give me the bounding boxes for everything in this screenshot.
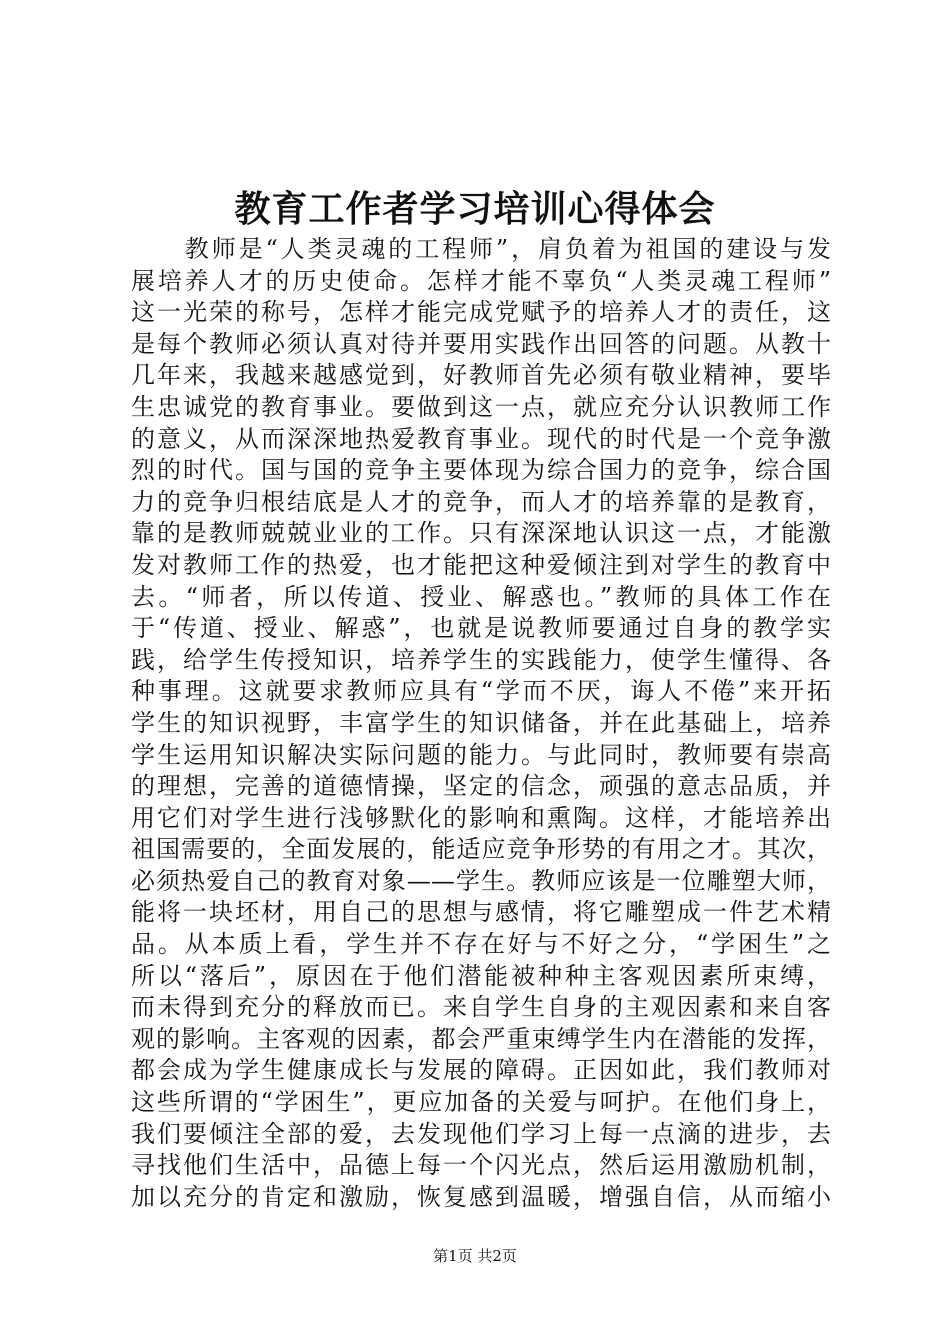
paragraph-line: 用它们对学生进行浅够默化的影响和熏陶。这样，才能培养出 (131, 803, 831, 832)
paragraph-line: 观的影响。主客观的因素，都会严重束缚学生内在潜能的发挥， (131, 1024, 831, 1053)
paragraph-line: 祖国需要的，全面发展的，能适应竞争形势的有用之才。其次， (131, 835, 831, 864)
paragraph-line: 去。“师者，所以传道、授业、解惑也。”教师的具体工作在 (131, 582, 831, 611)
paragraph-line: 学生运用知识解决实际问题的能力。与此同时，教师要有崇高 (131, 740, 831, 769)
paragraph-line: 能将一块坯材，用自己的思想与感情，将它雕塑成一件艺术精 (131, 898, 831, 927)
paragraph-line: 种事理。这就要求教师应具有“学而不厌，诲人不倦”来开拓 (131, 677, 831, 706)
paragraph-line: 这些所谓的“学困生”，更应加备的关爱与呵护。在他们身上， (131, 1088, 831, 1117)
paragraph-line: 几年来，我越来越感觉到，好教师首先必须有敬业精神，要毕 (131, 361, 831, 390)
paragraph-line: 所以“落后”，原因在于他们潜能被种种主客观因素所束缚， (131, 961, 831, 990)
paragraph-line: 展培养人才的历史使命。怎样才能不辜负“人类灵魂工程师” (131, 266, 831, 295)
document-body (131, 234, 831, 1213)
paragraph-line: 我们要倾注全部的爱，去发现他们学习上每一点滴的进步，去 (131, 1119, 831, 1148)
paragraph-line: 品。从本质上看，学生并不存在好与不好之分，“学困生”之 (131, 930, 831, 959)
paragraph-line: 靠的是教师兢兢业业的工作。只有深深地认识这一点，才能激 (131, 519, 831, 548)
paragraph-line: 寻找他们生活中，品德上每一个闪光点，然后运用激励机制， (131, 1151, 831, 1180)
paragraph-line: 烈的时代。国与国的竞争主要体现为综合国力的竞争，综合国 (131, 456, 831, 485)
page-footer: 第1页 共2页 (433, 1247, 517, 1265)
paragraph-line: 的意义，从而深深地热爱教育事业。现代的时代是一个竞争激 (131, 424, 831, 453)
paragraph-line: 发对教师工作的热爱，也才能把这种爱倾注到对学生的教育中 (131, 550, 831, 579)
paragraph-line: 是每个教师必须认真对待并要用实践作出回答的问题。从教十 (131, 329, 831, 358)
document-title: 教育工作者学习培训心得体会 (234, 188, 716, 230)
paragraph-line: 力的竞争归根结底是人才的竞争，而人才的培养靠的是教育， (131, 487, 831, 516)
paragraph-line: 践，给学生传授知识，培养学生的实践能力，使学生懂得、各 (131, 645, 831, 674)
paragraph-line: 加以充分的肯定和激励，恢复感到温暖，增强自信，从而缩小 (131, 1182, 831, 1211)
paragraph-line: 于“传道、授业、解惑”，也就是说教师要通过自身的教学实 (131, 614, 831, 643)
paragraph-line: 这一光荣的称号，怎样才能完成党赋予的培养人才的责任，这 (131, 298, 831, 327)
paragraph-line: 教师是“人类灵魂的工程师”，肩负着为祖国的建设与发 (131, 235, 831, 263)
paragraph-line: 而未得到充分的释放而已。来自学生自身的主观因素和来自客 (131, 993, 831, 1022)
paragraph-line: 都会成为学生健康成长与发展的障碍。正因如此，我们教师对 (131, 1056, 831, 1085)
paragraph-line: 必须热爱自己的教育对象——学生。教师应该是一位雕塑大师， (131, 866, 831, 895)
paragraph-line: 生忠诚党的教育事业。要做到这一点，就应充分认识教师工作 (131, 392, 831, 421)
paragraph-line: 学生的知识视野，丰富学生的知识储备，并在此基础上，培养 (131, 708, 831, 737)
paragraph-line: 的理想，完善的道德情操，坚定的信念，顽强的意志品质，并 (131, 772, 831, 801)
